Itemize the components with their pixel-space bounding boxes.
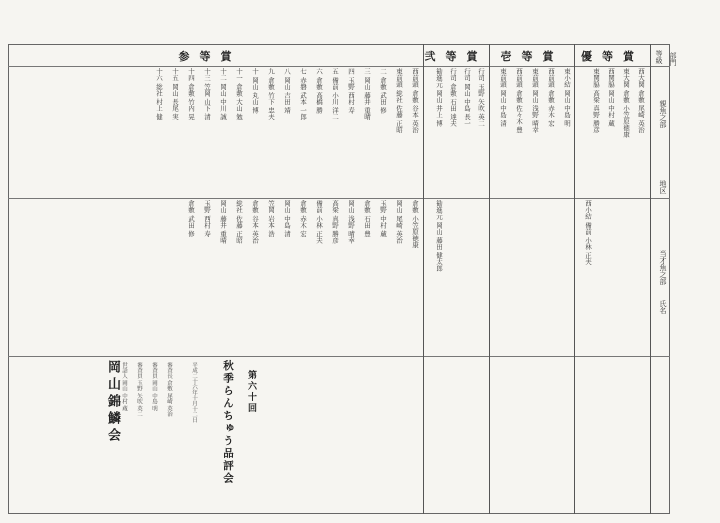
header-divider xyxy=(8,66,670,67)
side-name: 氏名 xyxy=(659,300,667,314)
category-excellent: 優等賞 xyxy=(581,50,644,63)
first-entry: 西前頭 倉敷 佐々木 豊 xyxy=(515,68,523,133)
lower-entry: 備前 小林 正夫 xyxy=(315,200,323,244)
first-entry: 東前頭 岡山 中島 清 xyxy=(499,68,507,127)
bronze-entry: 五 備前 小川 洋二 xyxy=(331,68,339,120)
middle-divider xyxy=(8,198,670,199)
lower-entry: 倉敷 小笠原徳康 xyxy=(411,200,419,248)
side-item2: 当才魚之部 xyxy=(659,250,667,285)
bronze-entry: 八 岡山 吉田 靖 xyxy=(283,68,291,114)
side-sheet-top: 部門 xyxy=(669,52,677,66)
lower-entry: 岡山 尾崎 英治 xyxy=(395,200,403,244)
excellent-entry: 西小結 備前 小林 正夫 xyxy=(584,200,592,265)
event-title: 秋季らんちゅう品評会 xyxy=(222,360,234,485)
excellent-entry: 東大関 倉敷 小笠原徳康 xyxy=(622,68,630,138)
lower-entry: 玉野 中村 蔵 xyxy=(379,200,387,237)
bronze-entry: 四 玉野 西村 寿 xyxy=(347,68,355,114)
excellent-entry: 東関脇 高梁 真野 勝彦 xyxy=(592,68,600,133)
official-entry: 審査員 岡山 中島 明 xyxy=(151,362,157,412)
bronze-entry: 十 岡山 丸山 博 xyxy=(251,68,259,114)
first-entry: 東小結 岡山 中島 明 xyxy=(563,68,571,127)
lower-entry: 岡山 浅野 晴幸 xyxy=(347,200,355,244)
second-entry: 行司 岡山 中島 長一 xyxy=(463,68,471,127)
first-entry: 東前頭 岡山 浅野 晴幸 xyxy=(531,68,539,133)
side-grade: 等級 xyxy=(655,50,663,64)
event-date: 平成二十六年十月十二日 xyxy=(191,362,197,423)
bronze-entry: 十三 笠岡 山下 清 xyxy=(203,68,211,120)
official-entry: 審査員 玉野 矢吹 英二 xyxy=(136,362,142,417)
second-entry: 勧進元 岡山 井上 博 xyxy=(435,68,443,127)
section-divider-first xyxy=(489,44,490,514)
category-first: 壱等賞 xyxy=(500,50,564,63)
bronze-entry: 六 倉敷 高橋 勝 xyxy=(315,68,323,114)
bronze-entry: 九 倉敷 竹下 忠夫 xyxy=(267,68,275,120)
event-subtitle: 第六十回 xyxy=(246,370,256,414)
second-entry: 勧進元 岡山 藤田 健太郎 xyxy=(435,200,443,272)
official-entry: 世話人 岡山 中村 蔵 xyxy=(121,362,127,412)
excellent-entry: 西関脇 岡山 中村 蔵 xyxy=(607,68,615,127)
bronze-entry: 二 倉敷 武田 修 xyxy=(379,68,387,114)
bronze-entry: 西前頭 倉敷 谷本 英治 xyxy=(411,68,419,133)
bronze-entry: 東前頭 総社 佐藤 正昭 xyxy=(395,68,403,133)
lower-entry: 岡山 中島 清 xyxy=(283,200,291,237)
second-entry: 行司 倉敷 石田 達夫 xyxy=(449,68,457,127)
lower-entry: 玉野 西村 寿 xyxy=(203,200,211,237)
bronze-entry: 十五 岡山 長尾 実 xyxy=(171,68,179,120)
section-divider-second xyxy=(423,44,424,514)
lower-entry: 笠岡 岩本 浩 xyxy=(267,200,275,237)
lower-entry: 倉敷 赤木 宏 xyxy=(299,200,307,237)
section-divider-header xyxy=(650,44,651,514)
category-bronze: 参等賞 xyxy=(178,50,242,63)
excellent-entry: 西大関 倉敷 尾崎 英治 xyxy=(637,68,645,133)
club-name: 岡山錦鱗会 xyxy=(105,360,120,445)
bronze-entry: 三 岡山 藤井 重晴 xyxy=(363,68,371,120)
lower-entry: 岡山 藤井 重晴 xyxy=(219,200,227,244)
lower-entry: 倉敷 武田 修 xyxy=(187,200,195,237)
bronze-entry: 十一 倉敷 大山 勉 xyxy=(235,68,243,120)
first-entry: 西前頭 倉敷 赤木 宏 xyxy=(547,68,555,127)
bronze-entry: 十六 総社 村上 健 xyxy=(155,68,163,120)
side-region: 地区 xyxy=(659,180,667,194)
lower-entry: 倉敷 谷本 英治 xyxy=(251,200,259,244)
bronze-entry: 十四 倉敷 竹内 晃 xyxy=(187,68,195,120)
bronze-entry: 七 赤磐 武本 一郎 xyxy=(299,68,307,120)
side-item1: 親魚之部 xyxy=(659,100,667,128)
section-divider-excellent xyxy=(574,44,575,514)
bronze-entry: 十二 岡山 中川 誠 xyxy=(219,68,227,120)
lower-entry: 倉敷 石田 豊 xyxy=(363,200,371,237)
second-entry: 行司 玉野 矢吹 英二 xyxy=(477,68,485,127)
lower-divider xyxy=(8,356,670,357)
official-entry: 審査長 倉敷 尾崎 英治 xyxy=(166,362,172,417)
lower-entry: 総社 佐藤 正昭 xyxy=(235,200,243,244)
category-second: 弐等賞 xyxy=(424,50,488,63)
lower-entry: 高梁 真野 勝彦 xyxy=(331,200,339,244)
